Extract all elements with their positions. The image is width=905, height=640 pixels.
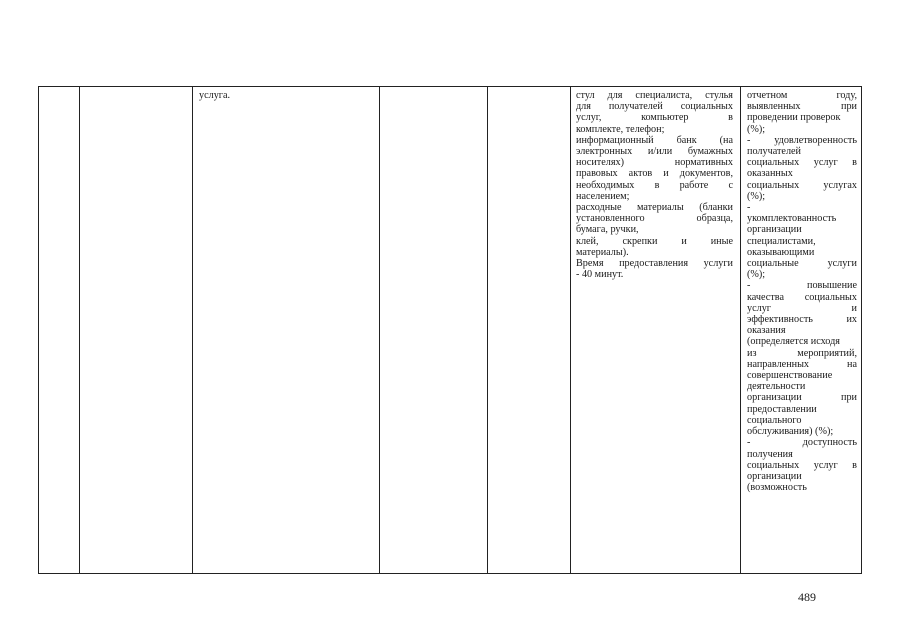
conditions-line: клей, скрепки и иные (576, 235, 733, 247)
conditions-line: необходимых в работе с (576, 179, 733, 191)
indicators-line: эффективность их (747, 314, 857, 326)
conditions-line: информационный банк (на (576, 134, 733, 146)
indicators-line: укомплектованность (747, 213, 837, 225)
indicators-line: организации при (747, 392, 857, 404)
indicators-line: оказания (747, 325, 786, 337)
conditions-line: комплекте, телефон; (576, 123, 665, 135)
indicators-line: - удовлетворенность (747, 134, 857, 146)
indicators-line: организации (747, 470, 802, 482)
indicators-line: социальных услуг в (747, 157, 857, 169)
indicators-line: (определяется исходя (747, 336, 840, 348)
conditions-line: населением; (576, 190, 630, 202)
column-divider (740, 87, 741, 573)
column-divider (379, 87, 380, 573)
indicators-line: (%); (747, 123, 766, 135)
indicators-line: услуг и (747, 302, 857, 314)
indicators-line: получения (747, 448, 793, 460)
conditions-line: Время предоставления услуги (576, 258, 733, 270)
conditions-line: для получателей социальных (576, 101, 733, 113)
page-number: 489 (798, 590, 816, 604)
conditions-line: электронных и/или бумажных (576, 146, 733, 158)
column-divider (487, 87, 488, 573)
indicators-line: направленных на (747, 358, 857, 370)
conditions-line: - 40 минут. (576, 269, 624, 281)
column-divider (79, 87, 80, 573)
service-name-cell (199, 90, 379, 101)
services-table (38, 86, 862, 574)
indicators-line: оказывающими (747, 246, 815, 258)
conditions-line: бумага, ручки, (576, 224, 639, 236)
conditions-line: услуг, компьютер в (576, 112, 733, 124)
service-name-text: услуга. (199, 90, 231, 101)
column-divider (192, 87, 193, 573)
quality-indicators-cell (747, 90, 857, 493)
conditions-line: носителях) нормативных (576, 157, 733, 169)
indicators-line: оказанных (747, 168, 793, 180)
indicators-line: выявленных при (747, 101, 857, 113)
indicators-line: (%); (747, 190, 766, 202)
indicators-line: социальных услугах (747, 179, 857, 191)
indicators-line: деятельности (747, 381, 806, 393)
indicators-line: предоставлении (747, 403, 817, 415)
conditions-line: стул для специалиста, стулья (576, 90, 733, 101)
conditions-line: материалы). (576, 246, 629, 258)
indicators-line: - повышение (747, 280, 857, 292)
indicators-line: социальные услуги (747, 258, 857, 270)
column-divider (570, 87, 571, 573)
indicators-line: из мероприятий, (747, 347, 857, 359)
indicators-line: (возможность (747, 482, 807, 494)
conditions-line: правовых актов и документов, (576, 168, 733, 180)
indicators-line: специалистами, (747, 235, 816, 247)
indicators-line: социального (747, 414, 802, 426)
indicators-line: организации (747, 224, 802, 236)
conditions-line: расходные материалы (бланки (576, 202, 733, 214)
indicators-line: - доступность (747, 437, 857, 449)
indicators-line: обслуживания) (%); (747, 426, 834, 438)
indicators-line: - (747, 202, 751, 214)
indicators-line: (%); (747, 269, 766, 281)
indicators-line: получателей (747, 146, 802, 158)
indicators-line: совершенствование (747, 370, 833, 382)
indicators-line: отчетном году, (747, 90, 857, 101)
service-conditions-cell (576, 90, 733, 280)
conditions-line: установленного образца, (576, 213, 733, 225)
indicators-line: проведении проверок (747, 112, 841, 124)
indicators-line: качества социальных (747, 291, 857, 303)
indicators-line: социальных услуг в (747, 459, 857, 471)
